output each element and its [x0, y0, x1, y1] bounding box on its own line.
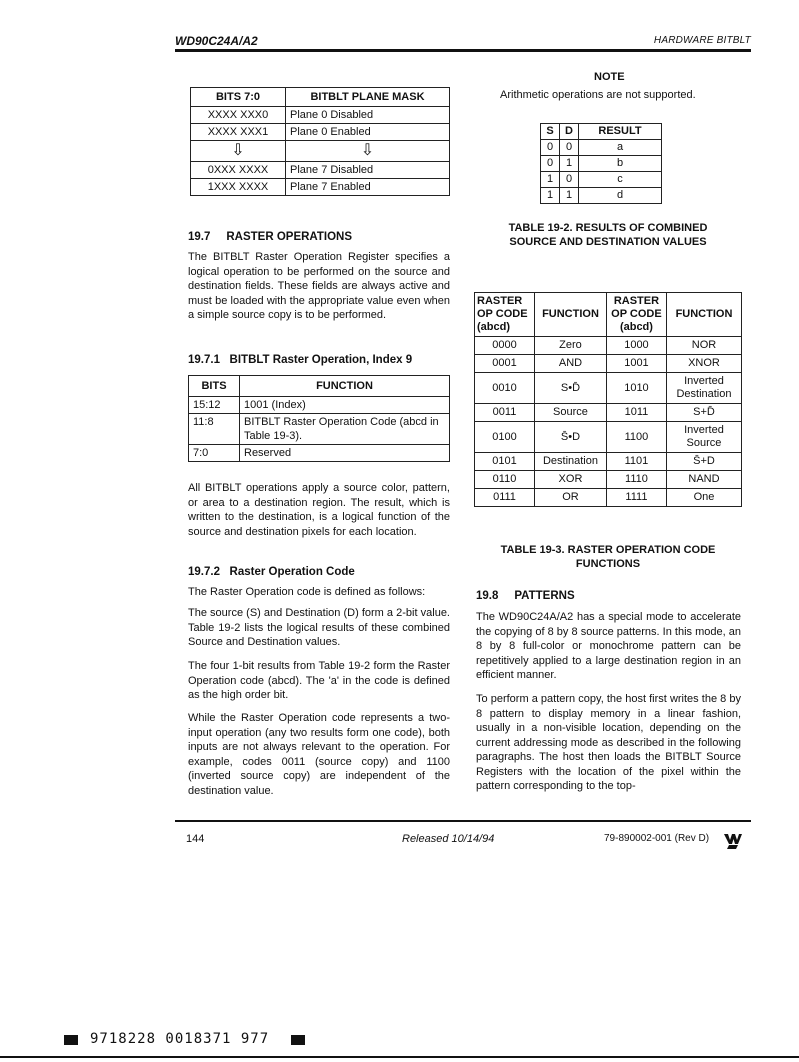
sdr-cell: 0 — [560, 172, 579, 188]
sdr-header-s: S — [541, 124, 560, 140]
sdr-cell: 1 — [560, 188, 579, 204]
raster-cell: 1100 — [606, 422, 666, 453]
func-cell: 15:12 — [189, 397, 240, 414]
footer-rule — [175, 820, 751, 822]
table-row — [475, 337, 742, 355]
raster-header-code-1: RASTER OP CODE (abcd) — [475, 293, 535, 337]
header-rule — [175, 49, 751, 52]
func-cell: 1001 (Index) — [240, 397, 450, 414]
raster-cell: S̄•D — [535, 422, 607, 453]
mask-cell: XXXX XXX0 — [191, 107, 286, 124]
raster-header-function-2: FUNCTION — [666, 293, 741, 337]
caption-line: SOURCE AND DESTINATION VALUES — [509, 236, 707, 248]
raster-table-body — [475, 337, 742, 507]
sdr-cell: 1 — [541, 188, 560, 204]
raster-cell: 0111 — [475, 489, 535, 507]
caption-line: TABLE 19-2. RESULTS OF COMBINED — [508, 222, 708, 234]
table-row — [541, 172, 662, 188]
raster-cell: 0101 — [475, 453, 535, 471]
sdr-cell: 1 — [541, 172, 560, 188]
paragraph-source-destination: The source (S) and Destination (D) form a 2-bit value. Table 19-2 lists the logical results of these combined Source and Destination values. — [188, 607, 450, 648]
raster-cell: Inverted Destination — [666, 373, 741, 404]
raster-cell: One — [666, 489, 741, 507]
table-row — [191, 179, 450, 196]
paragraph-raster-ops: The BITBLT Raster Operation Register specifies a logical operation to be performed on the source and destination fields. These fields are always active and must be loaded with the appropriate value even when a simple source copy is to be performed. — [188, 251, 450, 321]
sdr-cell: 0 — [541, 140, 560, 156]
raster-cell: NOR — [666, 337, 741, 355]
table-row — [475, 471, 742, 489]
raster-op-register-table — [188, 375, 450, 462]
raster-cell: 1110 — [606, 471, 666, 489]
mask-cell: Plane 0 Disabled — [286, 107, 450, 124]
raster-cell: NAND — [666, 471, 741, 489]
table-row — [475, 373, 742, 404]
raster-header-code-2: RASTER OP CODE (abcd) — [606, 293, 666, 337]
raster-cell: Destination — [535, 453, 607, 471]
raster-cell: 0011 — [475, 404, 535, 422]
table-row — [475, 489, 742, 507]
sdr-cell: 1 — [560, 156, 579, 172]
source-destination-result-table — [540, 123, 662, 204]
table-row — [191, 107, 450, 124]
sdr-cell: 0 — [560, 140, 579, 156]
note-text: Arithmetic operations are not supported. — [500, 89, 696, 101]
func-cell: BITBLT Raster Operation Code (abcd in Table 19-3). — [240, 414, 450, 445]
mask-header-mask: BITBLT PLANE MASK — [286, 88, 450, 107]
raster-cell: Source — [535, 404, 607, 422]
sdr-cell: a — [579, 140, 662, 156]
func-cell: Reserved — [240, 445, 450, 462]
mask-cell: 0XXX XXXX — [191, 162, 286, 179]
raster-operation-code-table — [474, 292, 742, 507]
raster-cell: 0001 — [475, 355, 535, 373]
mask-cell: Plane 7 Disabled — [286, 162, 450, 179]
header-doc-id: WD90C24A/A2 — [175, 34, 258, 48]
raster-cell: S•D̄ — [535, 373, 607, 404]
note-heading: NOTE — [594, 71, 625, 83]
wd-logo-icon — [723, 832, 743, 850]
raster-cell: 1010 — [606, 373, 666, 404]
table-row — [189, 445, 450, 462]
down-arrow-icon: ⇩ — [191, 141, 286, 162]
raster-cell: 1001 — [606, 355, 666, 373]
paragraph-four-bit: The four 1-bit results from Table 19-2 form the Raster Operation code (abcd). The 'a' in the code is defined as the high order bit. — [188, 660, 450, 701]
raster-cell: 1101 — [606, 453, 666, 471]
raster-cell: 0110 — [475, 471, 535, 489]
paragraph-all-bitblt: All BITBLT operations apply a source color, pattern, or area to a destination region. The result, which is written to the destination, is a logical function of the source and destination pixels for each location. — [188, 482, 450, 538]
mask-cell: 1XXX XXXX — [191, 179, 286, 196]
paragraph-patterns-2: To perform a pattern copy, the host first writes the 8 by 8 pattern to display memory in a linear fashion, usually in a non-visible location, depending on the current addressing mode as described in the following paragraphs. The host then loads the BITBLT Source Registers with the location of the pixel within the pattern corresponding to the top- — [476, 693, 741, 792]
plane-mask-table — [190, 87, 450, 196]
table-row — [541, 140, 662, 156]
caption-line: TABLE 19-3. RASTER OPERATION CODE — [500, 544, 716, 556]
raster-cell: OR — [535, 489, 607, 507]
raster-cell: S+D̄ — [666, 404, 741, 422]
barcode-text: 9718228 0018371 977 — [90, 1031, 270, 1047]
table-row — [189, 414, 450, 445]
raster-cell: 0010 — [475, 373, 535, 404]
raster-cell: Inverted Source — [666, 422, 741, 453]
table-row — [475, 355, 742, 373]
section-heading-19-7-2: 19.7.2 Raster Operation Code — [188, 566, 355, 578]
mask-cell: Plane 7 Enabled — [286, 179, 450, 196]
func-header-bits: BITS — [189, 376, 240, 397]
release-date: Released 10/14/94 — [402, 833, 495, 845]
table-row — [191, 141, 450, 162]
down-arrow-icon: ⇩ — [286, 141, 450, 162]
sdr-cell: c — [579, 172, 662, 188]
header-section-title: HARDWARE BITBLT — [653, 35, 751, 46]
raster-cell: XOR — [535, 471, 607, 489]
mask-header-bits: BITS 7:0 — [191, 88, 286, 107]
table-row — [541, 156, 662, 172]
paragraph-while: While the Raster Operation code represents a two-input operation (any two results form one code), both inputs are not always relevant to the operation. For example, codes 0011 (source copy) and 1100 (inverted source copy) are independent of the destination value. — [188, 712, 450, 797]
raster-cell: 0000 — [475, 337, 535, 355]
document-number: 79-890002-001 (Rev D) — [604, 833, 710, 844]
raster-cell: S̄+D — [666, 453, 741, 471]
sdr-header-d: D — [560, 124, 579, 140]
barcode-mark-right — [291, 1035, 305, 1045]
table-row — [191, 124, 450, 141]
caption-line: FUNCTIONS — [575, 558, 641, 570]
mask-cell: XXXX XXX1 — [191, 124, 286, 141]
bottom-rule — [0, 1056, 799, 1058]
table-row — [475, 453, 742, 471]
raster-header-function-1: FUNCTION — [535, 293, 607, 337]
raster-cell: 0100 — [475, 422, 535, 453]
func-cell: 11:8 — [189, 414, 240, 445]
raster-cell: 1000 — [606, 337, 666, 355]
sdr-header-result: RESULT — [579, 124, 662, 140]
raster-cell: 1111 — [606, 489, 666, 507]
section-heading-19-7-1: 19.7.1 BITBLT Raster Operation, Index 9 — [188, 354, 413, 366]
raster-cell: 1011 — [606, 404, 666, 422]
paragraph-patterns-1: The WD90C24A/A2 has a special mode to accelerate the copying of 8 by 8 source patterns. In this mode, an 8 by 8 full-color or monochrome pattern can be repetitively applied to a large destination region in an efficient manner. — [476, 611, 741, 681]
mask-cell: Plane 0 Enabled — [286, 124, 450, 141]
table-row — [541, 188, 662, 204]
barcode-mark-left — [64, 1035, 78, 1045]
func-cell: 7:0 — [189, 445, 240, 462]
sdr-cell: d — [579, 188, 662, 204]
section-heading-19-7: 19.7 RASTER OPERATIONS — [188, 231, 353, 243]
raster-cell: XNOR — [666, 355, 741, 373]
raster-cell: AND — [535, 355, 607, 373]
table-row — [191, 162, 450, 179]
sdr-cell: b — [579, 156, 662, 172]
section-heading-19-8: 19.8 PATTERNS — [476, 590, 575, 602]
table-row — [475, 422, 742, 453]
table-row — [189, 397, 450, 414]
table-19-2-caption — [474, 221, 742, 249]
table-19-3-caption — [474, 543, 742, 571]
raster-cell: Zero — [535, 337, 607, 355]
paragraph-defined: The Raster Operation code is defined as follows: — [188, 586, 426, 598]
sdr-cell: 0 — [541, 156, 560, 172]
table-row — [475, 404, 742, 422]
func-header-function: FUNCTION — [240, 376, 450, 397]
page-number: 144 — [186, 833, 205, 845]
